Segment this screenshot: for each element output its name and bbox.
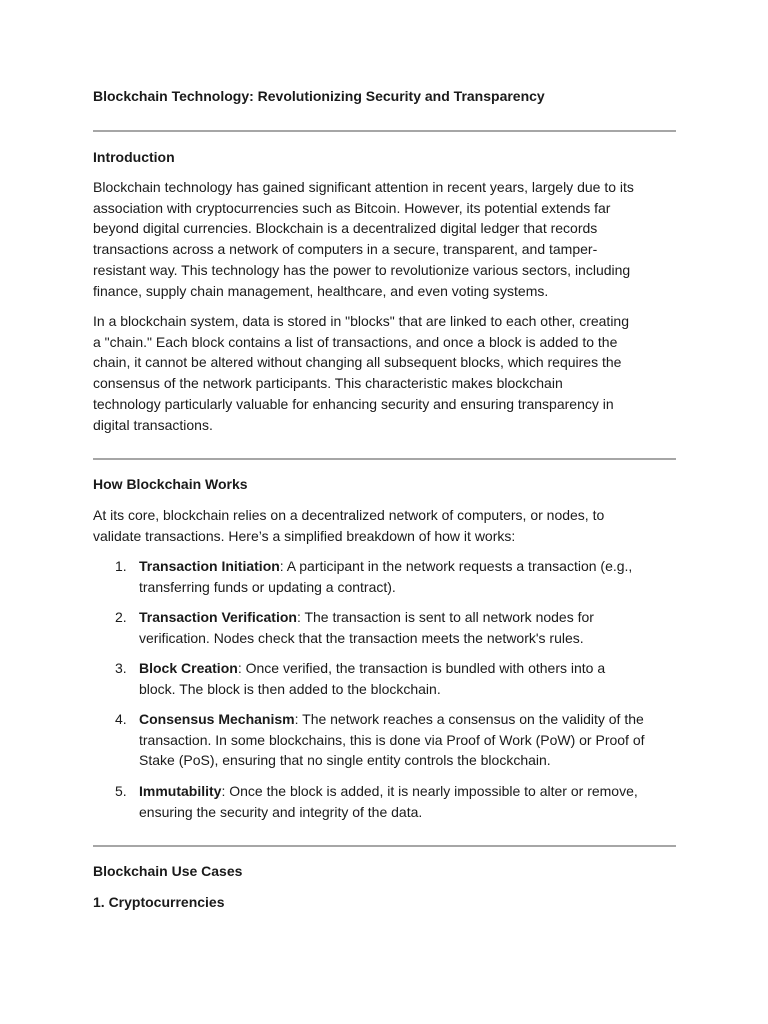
paragraph-line: Blockchain technology has gained significant attention in recent years, largely due to its xyxy=(93,179,634,195)
list-item-number: 5. xyxy=(115,783,127,799)
list-item-term: Immutability xyxy=(139,783,222,799)
list-item-first-line xyxy=(139,709,676,730)
document-title: Blockchain Technology: Revolutionizing Security and Transparency xyxy=(93,88,545,104)
paragraph-line: At its core, blockchain relies on a decentralized network of computers, or nodes, to xyxy=(93,507,605,523)
list-item-text: : A participant in the network requests a transaction (e.g., xyxy=(279,558,633,574)
list-item-line: transferring funds or updating a contract). xyxy=(139,578,396,595)
paragraph-line: finance, supply chain management, healthcare, and even voting systems. xyxy=(93,282,549,299)
list-item-line: ensuring the security and integrity of the data. xyxy=(139,803,423,820)
introduction-paragraph-2 xyxy=(93,311,676,435)
introduction-heading: Introduction xyxy=(93,149,175,165)
paragraph-line: association with cryptocurrencies such as Bitcoin. However, its potential extends far xyxy=(93,199,611,216)
list-item-number: 4. xyxy=(115,711,127,727)
how-it-works-intro xyxy=(93,505,676,546)
list-item-line: block. The block is then added to the blockchain. xyxy=(139,680,441,697)
list-item-text: : Once verified, the transaction is bundled with others into a xyxy=(237,660,606,676)
list-item-line: Stake (PoS), ensuring that no single entity controls the blockchain. xyxy=(139,752,551,769)
list-item-first-line xyxy=(139,658,676,679)
list-item-text: : The network reaches a consensus on the validity of the xyxy=(294,711,644,727)
section-divider xyxy=(93,845,676,847)
paragraph-line: resistant way. This technology has the power to revolutionize various sectors, including xyxy=(93,261,631,278)
list-item-term: Transaction Verification xyxy=(139,609,297,625)
list-item-body xyxy=(139,658,676,699)
paragraph-line: In a blockchain system, data is stored in "blocks" that are linked to each other, creating xyxy=(93,313,630,329)
use-cases-heading: Blockchain Use Cases xyxy=(93,863,243,879)
list-item-term: Transaction Initiation xyxy=(139,558,280,574)
paragraph-line: beyond digital currencies. Blockchain is a decentralized digital ledger that records xyxy=(93,220,598,237)
paragraph-line: transactions across a network of computers in a secure, transparent, and tamper- xyxy=(93,241,598,258)
list-item-first-line xyxy=(139,607,676,628)
paragraph-line: consensus of the network participants. This characteristic makes blockchain xyxy=(93,375,563,392)
list-item-body xyxy=(139,709,676,771)
list-item-line: transaction. In some blockchains, this is done via Proof of Work (PoW) or Proof of xyxy=(139,731,645,748)
how-it-works-heading: How Blockchain Works xyxy=(93,476,248,492)
list-item-term: Block Creation xyxy=(139,660,238,676)
list-item-text: : Once the block is added, it is nearly impossible to alter or remove, xyxy=(221,783,638,799)
list-item-text: : The transaction is sent to all network nodes for xyxy=(296,609,594,625)
use-case-subheading: 1. Cryptocurrencies xyxy=(93,894,225,910)
paragraph-line: digital transactions. xyxy=(93,416,213,433)
list-item-line: verification. Nodes check that the transaction meets the network's rules. xyxy=(139,629,584,646)
list-item-body xyxy=(139,556,676,597)
list-item-number: 1. xyxy=(115,558,127,574)
list-item-term: Consensus Mechanism xyxy=(139,711,295,727)
paragraph-line: a "chain." Each block contains a list of transactions, and once a block is added to the xyxy=(93,333,618,350)
paragraph-line: chain, it cannot be altered without changing all subsequent blocks, which requires the xyxy=(93,354,622,371)
list-item-first-line xyxy=(139,781,676,802)
section-divider xyxy=(93,458,676,460)
list-item-number: 2. xyxy=(115,609,127,625)
list-item-number: 3. xyxy=(115,660,127,676)
list-item-body xyxy=(139,607,676,648)
introduction-paragraph-1 xyxy=(93,177,676,301)
paragraph-line: technology particularly valuable for enhancing security and ensuring transparency in xyxy=(93,395,614,412)
list-item-first-line xyxy=(139,556,676,577)
section-divider xyxy=(93,130,676,132)
paragraph-line: validate transactions. Here’s a simplified breakdown of how it works: xyxy=(93,527,516,544)
list-item-body xyxy=(139,781,676,822)
